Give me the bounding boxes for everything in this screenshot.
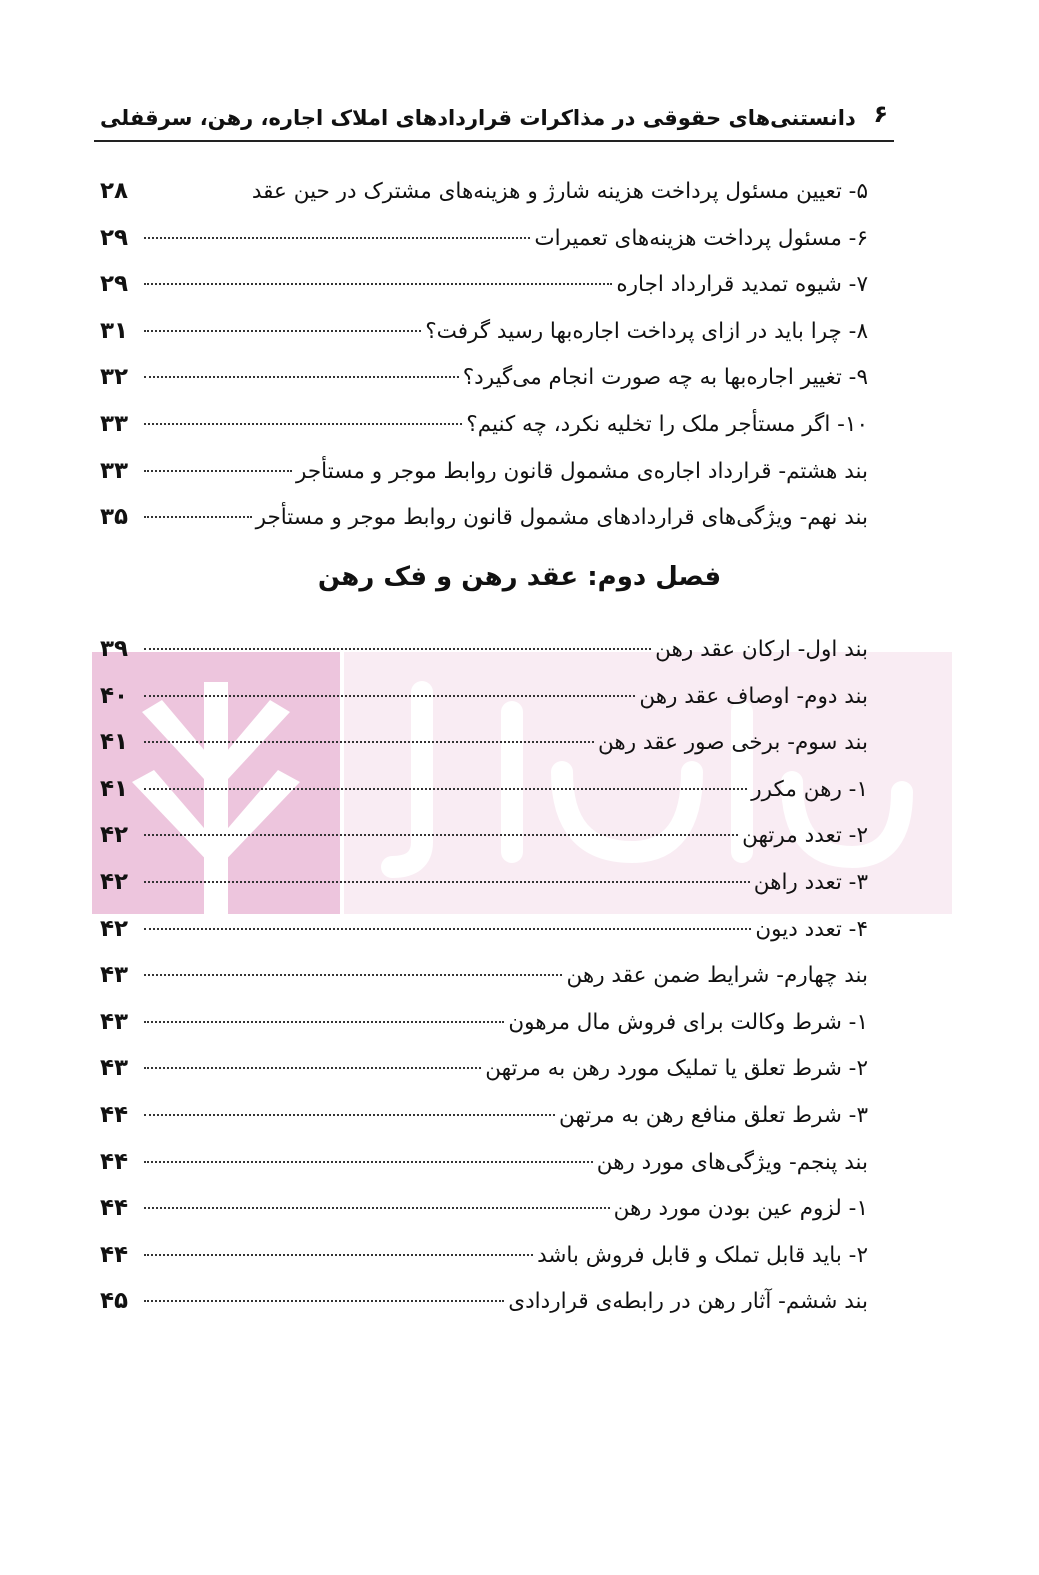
dot-leader [144,1161,593,1163]
dot-leader [144,1021,504,1023]
toc-entry-title: بند سوم- برخی صور عقد رهن [598,730,868,756]
dot-leader [144,741,594,743]
toc-entry-title: ۲- باید قابل تملک و قابل فروش باشد [537,1242,868,1268]
dot-leader [144,283,612,285]
toc-entry-title: ۳- تعدد راهن [753,869,868,895]
toc-entry-title: بند اول- ارکان عقد رهن [655,637,868,662]
toc-entry [100,494,868,541]
toc-entry-page-number: ۴۴ [100,1101,129,1128]
toc-entry-page-number: ۳۳ [100,457,129,484]
toc-entry-page-number: ۴۳ [100,1055,129,1082]
toc-entry-page-number: ۳۲ [100,364,129,391]
toc-entry [100,448,868,495]
toc-entry [100,401,868,448]
toc-entry [100,308,868,355]
toc-entry-title: ۲- تعدد مرتهن [742,823,868,849]
toc-entry-title: ۳- شرط تعلق منافع رهن به مرتهن [558,1102,868,1128]
toc-entry-page-number: ۲۹ [100,271,129,298]
toc-entry [100,354,868,401]
toc-entry [100,1045,868,1092]
dot-leader [144,1254,533,1256]
toc-entry-page-number: ۴۳ [100,1008,129,1035]
toc-entry [100,906,868,953]
toc-entry [100,1139,868,1186]
dot-leader [144,376,459,378]
toc-entry-page-number: ۴۵ [100,1288,129,1315]
dot-leader [144,834,738,836]
dot-leader [144,974,562,976]
toc-entry-title: بند هشتم- قرارداد اجاره‌ی مشمول قانون روابط موجر و مستأجر [296,458,868,484]
toc-entry-page-number: ۴۴ [100,1241,129,1268]
toc-entry-page-number: ۴۲ [100,915,129,942]
toc-entry-title: ۸- چرا باید در ازای پرداخت اجاره‌بها رسید گرفت؟ [425,318,868,344]
dot-leader [144,516,252,518]
dot-leader [144,695,635,697]
toc-entry-title: بند نهم- ویژگی‌های قراردادهای مشمول قانون روابط موجر و مستأجر [255,505,868,531]
toc-entry-title: بند پنجم- ویژگی‌های مورد رهن [596,1149,868,1175]
dot-leader [144,330,421,332]
toc-entry [100,1092,868,1139]
dot-leader [144,648,651,650]
dot-leader [144,1300,504,1302]
toc-entry [100,952,868,999]
dot-leader [144,423,462,425]
dot-leader [144,237,530,239]
toc-entry-title: ۵- تعیین مسئول پرداخت هزینه شارژ و هزینه‌های مشترک در حین عقد [251,179,868,204]
toc-entry [100,766,868,813]
toc-entry-title: ۱- لزوم عین بودن مورد رهن [613,1196,868,1222]
toc-entry [100,215,868,262]
toc-entry [100,261,868,308]
toc-entry [100,1185,868,1232]
dot-leader [144,1067,481,1069]
toc-entry-title: ۹- تغییر اجاره‌بها به چه صورت انجام می‌گیرد؟ [462,365,868,391]
toc-entry-title: ۷- شیوه تمدید قرارداد اجاره [616,272,868,298]
running-title: دانستنی‌های حقوقی در مذاکرات قراردادهای املاک اجاره، رهن، سرقفلی [100,106,856,130]
toc-entry-title: ۴- تعدد دیون [755,916,868,942]
toc-entry-title: ۱- رهن مکرر [751,776,868,802]
toc-entry-page-number: ۴۱ [100,729,129,756]
toc-section-chapter-2 [100,626,868,1325]
toc-entry-page-number: ۳۹ [100,636,129,662]
toc-entry-page-number: ۲۹ [100,224,129,251]
toc-entry [100,812,868,859]
toc-entry-title: بند ششم- آثار رهن در رابطه‌ی قراردادی [508,1289,868,1315]
chapter-heading: فصل دوم: عقد رهن و فک رهن [317,562,722,592]
toc-entry-page-number: ۴۲ [100,822,129,849]
toc-entry-page-number: ۳۱ [100,317,129,344]
toc-entry-title: ۱۰- اگر مستأجر ملک را تخلیه نکرد، چه کنیم؟ [466,411,868,437]
toc-entry-title: بند چهارم- شرایط ضمن عقد رهن [566,963,868,989]
dot-leader [144,470,292,472]
toc-entry-page-number: ۳۳ [100,410,129,437]
toc-entry-page-number: ۴۴ [100,1148,129,1175]
toc-entry [100,626,868,673]
dot-leader [144,1114,555,1116]
toc-entry-title: بند دوم- اوصاف عقد رهن [639,683,868,709]
toc-entry [100,168,868,215]
dot-leader [144,1207,610,1209]
toc-entry-title: ۱- شرط وکالت برای فروش مال مرهون [508,1009,868,1035]
toc-entry-page-number: ۴۰ [100,682,129,709]
toc-entry [100,673,868,720]
dot-leader [144,788,747,790]
toc-entry-page-number: ۴۲ [100,868,129,895]
toc-section-chapter-1-continued [100,168,868,541]
toc-entry [100,999,868,1046]
page-number: ۶ [873,100,888,128]
toc-entry [100,1232,868,1279]
dot-leader [144,881,750,883]
running-header [94,92,894,142]
toc-entry-page-number: ۴۱ [100,775,129,802]
toc-entry-title: ۲- شرط تعلق یا تملیک مورد رهن به مرتهن [485,1056,868,1082]
toc-entry [100,1278,868,1325]
toc-entry [100,719,868,766]
toc-entry-page-number: ۲۸ [100,178,129,204]
toc-entry-page-number: ۴۳ [100,962,129,989]
toc-entry-title: ۶- مسئول پرداخت هزینه‌های تعمیرات [534,225,868,251]
toc-entry-page-number: ۳۵ [100,504,129,531]
dot-leader [144,928,751,930]
toc-entry [100,859,868,906]
toc-entry-page-number: ۴۴ [100,1195,129,1222]
